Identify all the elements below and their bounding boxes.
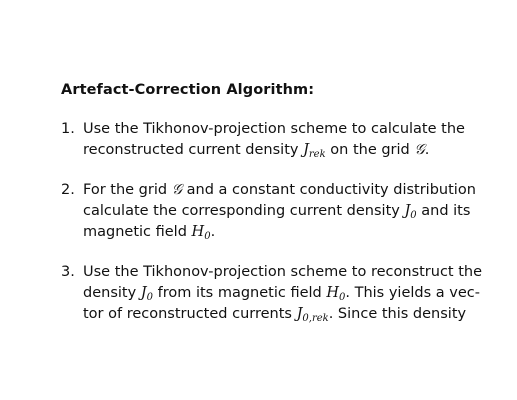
slide-heading: Artefact-Correction Algorithm: bbox=[61, 82, 315, 98]
item-text: Use the Tikhonov-projection scheme to calculate the bbox=[83, 121, 465, 137]
item-text: and its bbox=[421, 203, 471, 219]
math-symbol: $J_{rek}$ bbox=[303, 142, 326, 160]
item-text: . Since this density bbox=[328, 306, 467, 322]
item-text: on the grid bbox=[330, 142, 410, 158]
math-symbol: 𝒢 bbox=[171, 182, 183, 198]
list-item-2 bbox=[61, 180, 476, 243]
item-text: density bbox=[83, 285, 137, 301]
math-symbol: $H_0$ bbox=[326, 285, 346, 303]
item-text: For the grid bbox=[83, 182, 168, 198]
item-number: 2. bbox=[61, 182, 75, 198]
item-text: tor of reconstructed currents bbox=[83, 306, 292, 322]
math-symbol: $J_0$ bbox=[140, 285, 153, 303]
item-line bbox=[61, 140, 451, 161]
item-text: reconstructed current density bbox=[83, 142, 299, 158]
item-text: calculate the corresponding current density bbox=[83, 203, 400, 219]
item-line bbox=[61, 283, 480, 304]
list-item-1 bbox=[61, 119, 465, 161]
item-text: magnetic field bbox=[83, 224, 187, 240]
item-text: . bbox=[424, 142, 430, 158]
math-symbol: $J_0$ bbox=[404, 203, 417, 221]
item-line bbox=[61, 201, 471, 222]
math-symbol: $H_0$ bbox=[191, 224, 211, 242]
item-text: . bbox=[210, 224, 216, 240]
item-line bbox=[61, 304, 467, 325]
item-number: 3. bbox=[61, 264, 75, 280]
item-line bbox=[61, 262, 483, 283]
math-symbol: $J_{0,rek}$ bbox=[296, 306, 329, 324]
item-number: 1. bbox=[61, 121, 75, 137]
math-symbol: 𝒢 bbox=[414, 142, 425, 158]
item-text: Use the Tikhonov-projection scheme to reconstruct the bbox=[83, 264, 483, 280]
item-line bbox=[61, 222, 451, 243]
item-text: from its magnetic field bbox=[157, 285, 322, 301]
item-text: . This yields a vec- bbox=[345, 285, 480, 301]
item-line bbox=[61, 119, 465, 140]
item-text: and a constant conductivity distribution bbox=[186, 182, 476, 198]
item-line bbox=[61, 180, 476, 201]
list-item-3 bbox=[61, 262, 483, 325]
